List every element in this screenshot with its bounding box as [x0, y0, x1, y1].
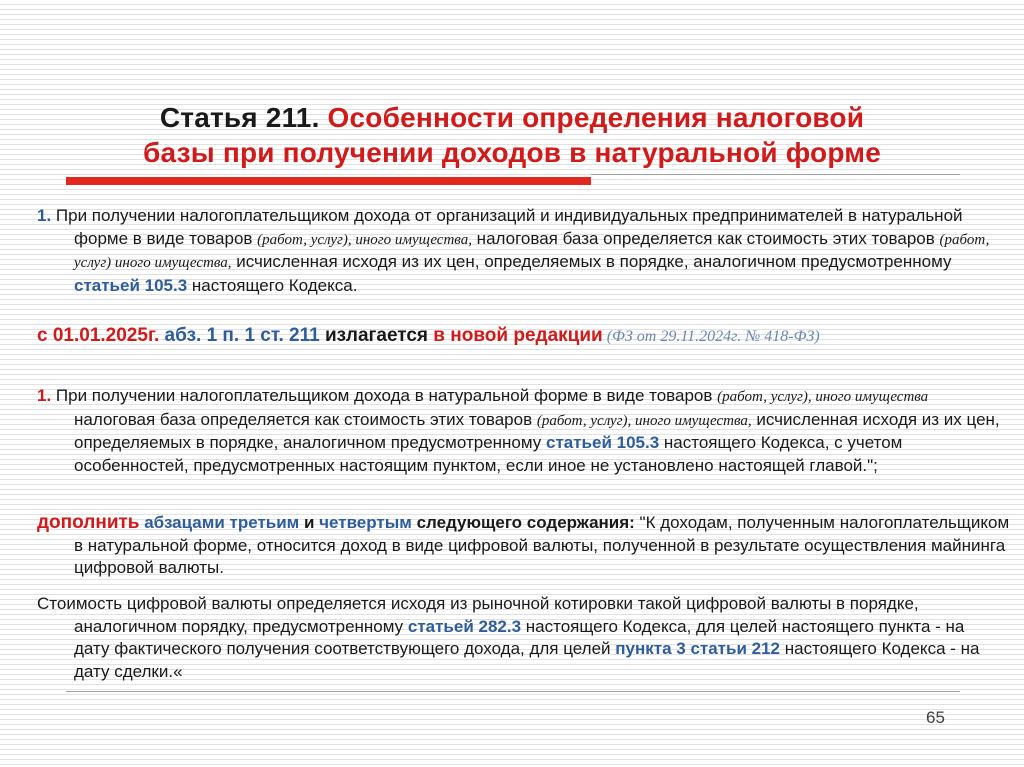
para2-new-edition: в новой редакции	[433, 325, 603, 346]
page-number: 65	[926, 708, 945, 727]
paragraph-1	[37, 205, 1012, 297]
para4-following-content: следующего содержания:	[411, 513, 635, 532]
footer-divider	[66, 691, 960, 692]
para1-italic-2: (работ, услуг) иного имущества,	[74, 231, 990, 271]
para4-text-1: "К доходам, полученным налогоплательщиком в натуральной форме, относится доход в виде цифровой валюты, полученной в результате осуществления майнинга цифровой валюты.	[74, 513, 1010, 577]
para3-link-article-105-3[interactable]: статьей 105.3	[545, 433, 660, 452]
para4-paragraph-fourth: четвертым	[319, 513, 412, 532]
para1-text-4: настоящего Кодекса.	[187, 275, 358, 295]
para2-date: с 01.01.2025г.	[37, 325, 160, 346]
para4-paragraph-third: абзацами третьим	[139, 513, 300, 532]
para4-and: и	[299, 513, 320, 532]
para3-number: 1.	[37, 386, 52, 405]
paragraph-4	[37, 512, 1012, 580]
para3-text-1: При получении налогоплательщиком дохода в натуральной форме в виде товаров	[51, 386, 718, 405]
para5-link-article-212[interactable]: пункта 3 статьи 212	[615, 639, 780, 658]
paragraph-5	[37, 593, 1002, 683]
para1-text-1: При получении налогоплательщиком дохода от организаций и индивидуальных предпринимателей в натуральной форме в виде товаров	[51, 206, 963, 248]
para3-italic-2: (работ, услуг), иного имущества,	[536, 412, 752, 429]
para5-text-1: Стоимость цифровой валюты определяется исходя из рыночной котировки такой цифровой валюты в порядке, аналогичном порядку, предусмотренному	[37, 594, 919, 636]
para1-link-article-105-3[interactable]: статьей 105.3	[74, 275, 188, 295]
title-underline-red	[66, 177, 591, 185]
para5-text-2: настоящего Кодекса, для целей настоящего пункта - на дату фактического получения соответствующего дохода, для целей	[74, 616, 965, 658]
para1-text-3: исчисленная исходя из их цен, определяемых в порядке, аналогичном предусмотренному	[231, 252, 952, 271]
page-title	[70, 100, 954, 170]
para3-text-4: настоящего Кодекса, с учетом особенностей, предусмотренных настоящим пунктом, если иное не установлено настоящей главой.";	[74, 433, 903, 475]
para3-text-2: налоговая база определяется как стоимость этих товаров	[74, 409, 537, 429]
para4-add-keyword: дополнить	[37, 512, 140, 533]
para1-italic-1: (работ, услуг), иного имущества,	[257, 231, 472, 248]
para5-text-3: настоящего Кодекса - на дату сделки.«	[74, 639, 980, 681]
para2-reference: абз. 1 п. 1 ст. 211	[159, 325, 320, 346]
para1-text-2: налоговая база определяется как стоимость этих товаров	[471, 228, 940, 248]
paragraph-2-amendment-note	[37, 325, 1012, 349]
title-heading-line1: Особенности определения налоговой	[327, 102, 865, 133]
title-heading-line2: базы при получении доходов в натуральной форме	[143, 137, 881, 168]
para3-text-3: исчисленная исходя из их цен, определяемых в порядке, аналогичном предусмотренному	[74, 409, 1000, 452]
para1-number: 1.	[37, 206, 52, 225]
para3-italic-1: (работ, услуг), иного имущества	[717, 389, 929, 405]
paragraph-3	[37, 385, 1002, 477]
title-underline-thin	[591, 174, 960, 175]
title-article-number: Статья 211.	[159, 102, 328, 133]
para2-law-reference: (ФЗ от 29.11.2024г. № 418-ФЗ)	[602, 328, 820, 345]
para2-middle-text: излагается	[319, 325, 434, 346]
para5-link-article-282-3[interactable]: статьей 282.3	[407, 616, 522, 636]
